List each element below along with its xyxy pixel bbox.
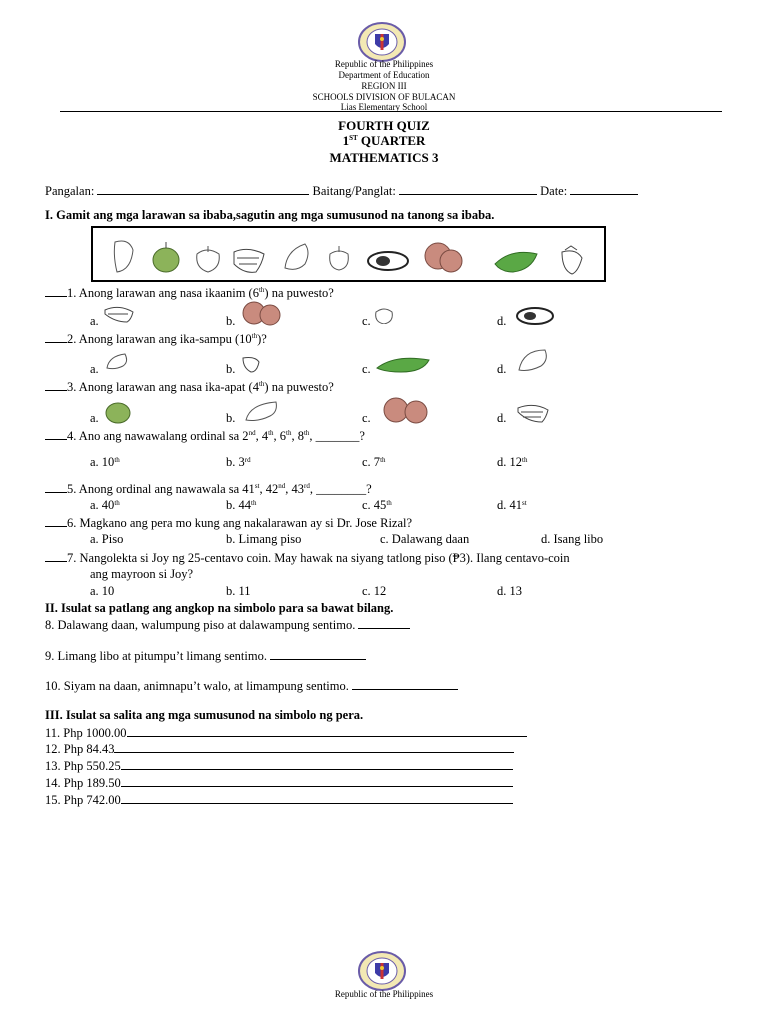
answer-blank-7[interactable] xyxy=(45,550,67,562)
q3-option-a[interactable]: a. xyxy=(90,411,99,425)
q2-option-c[interactable]: c. xyxy=(362,362,371,376)
quiz-title: FOURTH QUIZ xyxy=(338,118,430,133)
question-6: 6. Magkano ang pera mo kung ang nakalarawan ay si Dr. Jose Rizal? xyxy=(45,515,412,530)
header-division: SCHOOLS DIVISION OF BULACAN xyxy=(312,92,456,102)
q5-option-c[interactable]: c. 45th xyxy=(362,498,392,512)
q6-option-c[interactable]: c. Dalawang daan xyxy=(380,532,470,546)
q1-option-d[interactable]: d. xyxy=(497,314,507,328)
q5-option-d[interactable]: d. 41st xyxy=(497,498,527,512)
answer-blank-1[interactable] xyxy=(45,285,67,297)
lychee-icon xyxy=(380,396,432,424)
header-region: REGION III xyxy=(361,81,407,91)
strawberry-icon xyxy=(240,352,262,374)
atis-icon xyxy=(153,242,179,272)
mango-icon xyxy=(242,398,282,424)
q3-option-c[interactable]: c. xyxy=(362,411,371,425)
answer-blank-8[interactable] xyxy=(358,617,410,629)
question-7-continued: ang mayroon si Joy? xyxy=(90,567,194,581)
atis-icon xyxy=(104,400,132,424)
header-republic: Republic of the Philippines xyxy=(334,59,434,69)
banana-icon xyxy=(234,249,264,272)
q7-option-d[interactable]: d. 13 xyxy=(497,584,522,598)
q4-option-d[interactable]: d. 12th xyxy=(497,455,528,469)
section2-heading: II. Isulat sa patlang ang angkop na simbolo para sa bawat bilang. xyxy=(45,601,394,615)
strawberry-icon xyxy=(562,246,582,274)
answer-blank-11[interactable] xyxy=(127,725,527,737)
name-blank[interactable] xyxy=(97,183,309,195)
answer-blank-10[interactable] xyxy=(352,678,458,690)
q7-option-b[interactable]: b. 11 xyxy=(226,584,251,598)
q1-option-a[interactable]: a. xyxy=(90,314,99,328)
date-label: Date: xyxy=(540,184,568,198)
q1-option-b[interactable]: b. xyxy=(226,314,236,328)
question-3: 3. Anong larawan ang nasa ika-apat (4th) na puwesto? xyxy=(45,379,334,394)
answer-blank-2[interactable] xyxy=(45,331,67,343)
q7-option-a[interactable]: a. 10 xyxy=(90,584,115,598)
q6-option-a[interactable]: a. Piso xyxy=(90,532,124,546)
avocado-icon xyxy=(368,252,408,270)
question-14: 14. Php 189.50 xyxy=(45,775,513,790)
answer-blank-6[interactable] xyxy=(45,515,67,527)
question-1: 1. Anong larawan ang nasa ikaanim (6th) na puwesto? xyxy=(45,285,334,300)
question-10: 10. Siyam na daan, animnapu’t walo, at limampung sentimo. xyxy=(45,678,458,693)
question-8: 8. Dalawang daan, walumpung piso at dalawampung sentimo. xyxy=(45,617,410,632)
question-13: 13. Php 550.25 xyxy=(45,758,513,773)
answer-blank-15[interactable] xyxy=(121,792,513,804)
quarter-title: 1ST QUARTER xyxy=(342,133,426,148)
apple-icon xyxy=(330,246,349,270)
section1-heading: I. Gamit ang mga larawan sa ibaba,sagutin ang mga sumusunod na tanong sa ibaba. xyxy=(45,208,495,222)
answer-blank-3[interactable] xyxy=(45,379,67,391)
q7-option-c[interactable]: c. 12 xyxy=(362,584,387,598)
avocado-icon xyxy=(515,306,555,326)
answer-blank-4[interactable] xyxy=(45,428,67,440)
mango-icon xyxy=(104,350,130,372)
answer-blank-13[interactable] xyxy=(121,758,513,770)
q4-option-c[interactable]: c. 7th xyxy=(362,455,386,469)
mango-icon xyxy=(285,244,308,269)
name-label: Pangalan: xyxy=(45,184,95,198)
q4-option-b[interactable]: b. 3rd xyxy=(226,455,251,469)
lychee-icon xyxy=(240,300,284,326)
deped-seal-icon xyxy=(357,22,407,62)
section3-heading: III. Isulat sa salita ang mga sumusunod na simbolo ng pera. xyxy=(45,708,364,722)
mango-icon xyxy=(114,241,133,272)
mango-icon xyxy=(515,346,551,374)
q6-option-d[interactable]: d. Isang libo xyxy=(541,532,604,546)
apple-icon xyxy=(373,304,395,324)
question-5: 5. Anong ordinal ang nawawala sa 41st, 42nd, 43rd, ________? xyxy=(45,481,372,496)
answer-blank-14[interactable] xyxy=(121,775,513,787)
answer-blank-12[interactable] xyxy=(114,741,514,753)
q2-option-a[interactable]: a. xyxy=(90,362,99,376)
question-2: 2. Anong larawan ang ika-sampu (10th)? xyxy=(45,331,267,346)
q5-option-a[interactable]: a. 40th xyxy=(90,498,120,512)
question-15: 15. Php 742.00 xyxy=(45,792,513,807)
date-blank[interactable] xyxy=(570,183,638,195)
q3-option-d[interactable]: d. xyxy=(497,411,507,425)
question-7: 7. Nangolekta si Joy ng 25-centavo coin. May hawak na siyang tatlong piso (₱3). Ilang centavo-coin xyxy=(45,550,570,565)
header-divider xyxy=(60,111,722,112)
subject-title: MATHEMATICS 3 xyxy=(329,150,439,165)
q2-option-d[interactable]: d. xyxy=(497,362,507,376)
grade-blank[interactable] xyxy=(399,183,537,195)
q1-option-c[interactable]: c. xyxy=(362,314,371,328)
q4-option-a[interactable]: a. 10th xyxy=(90,455,120,469)
q3-option-b[interactable]: b. xyxy=(226,411,236,425)
deped-seal-icon xyxy=(357,951,407,991)
q5-option-b[interactable]: b. 44th xyxy=(226,498,257,512)
header-school: Lias Elementary School xyxy=(340,102,428,112)
q6-option-b[interactable]: b. Limang piso xyxy=(226,532,302,546)
green-mango-icon xyxy=(374,354,432,374)
answer-blank-5[interactable] xyxy=(45,481,67,493)
lychee-icon xyxy=(425,243,462,272)
header-department: Department of Education xyxy=(338,70,430,80)
banana-icon xyxy=(102,304,136,324)
banana-icon xyxy=(515,402,551,424)
question-4: 4. Ano ang nawawalang ordinal sa 2nd, 4th, 6th, 8th, _______? xyxy=(45,428,365,443)
student-info-line xyxy=(45,183,638,198)
apple-icon xyxy=(197,246,220,272)
question-11: 11. Php 1000.00 xyxy=(45,725,527,740)
grade-label: Baitang/Panglat: xyxy=(312,184,396,198)
footer-republic: Republic of the Philippines xyxy=(334,989,434,999)
question-12: 12. Php 84.43 xyxy=(45,741,514,756)
question-9: 9. Limang libo at pitumpu’t limang sentimo. xyxy=(45,648,366,663)
fruit-sequence xyxy=(91,226,606,282)
green-mango-icon xyxy=(495,252,537,272)
answer-blank-9[interactable] xyxy=(270,648,366,660)
q2-option-b[interactable]: b. xyxy=(226,362,236,376)
